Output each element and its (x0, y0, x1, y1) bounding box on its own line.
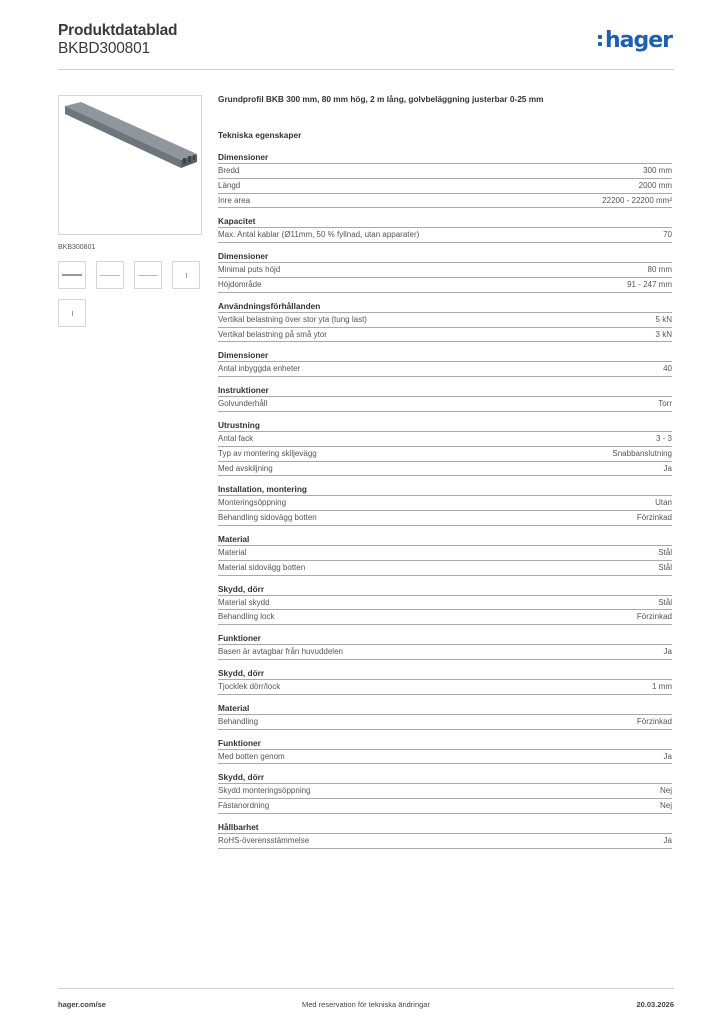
thumbnail-gallery (58, 261, 208, 327)
spec-label: Längd (218, 180, 241, 190)
document-title: Produktdatablad (58, 22, 178, 39)
footer-website-link[interactable]: hager.com/se (58, 1000, 106, 1009)
spec-section-title: Funktioner (218, 633, 672, 645)
spec-label: Vertikal belastning över stor yta (tung last) (218, 314, 367, 324)
spec-section (218, 668, 672, 695)
spec-value: 300 mm (643, 166, 672, 175)
spec-label: Med avskiljning (218, 463, 273, 473)
spec-label: Bredd (218, 166, 240, 175)
spec-section-title: Utrustning (218, 420, 672, 432)
footer-date: 20.03.2026 (636, 1000, 674, 1009)
spec-section (218, 822, 672, 849)
spec-value: 1 mm (652, 681, 672, 691)
spec-label: RoHS-överensstämmelse (218, 835, 310, 845)
logo-text: hager (604, 28, 672, 53)
spec-label: Material sidovägg botten (218, 562, 306, 572)
spec-row (218, 194, 672, 209)
spec-section-title: Användningsförhållanden (218, 301, 672, 313)
spec-section (218, 216, 672, 243)
spec-row (218, 362, 672, 377)
spec-row (218, 263, 672, 278)
spec-label: Behandling lock (218, 612, 275, 622)
product-image[interactable] (58, 95, 202, 235)
spec-row (218, 278, 672, 293)
spec-row (218, 328, 672, 343)
product-details (218, 94, 672, 849)
thumbnail[interactable] (96, 261, 124, 289)
spec-row (218, 680, 672, 695)
spec-row (218, 799, 672, 814)
spec-row (218, 462, 672, 477)
spec-row (218, 546, 672, 561)
spec-row (218, 750, 672, 765)
spec-value: Förzinkad (636, 612, 672, 622)
spec-value: Stål (658, 597, 672, 607)
thumbnail[interactable] (172, 261, 200, 289)
spec-section-title: Kapacitet (218, 216, 672, 228)
product-description: Grundprofil BKB 300 mm, 80 mm hög, 2 m lång, golvbeläggning justerbar 0-25 mm (218, 94, 544, 104)
spec-value: 22200 - 22200 mm² (602, 195, 672, 205)
spec-value: Nej (659, 801, 672, 811)
spec-section (218, 772, 672, 814)
spec-section-title: Dimensioner (218, 152, 672, 164)
spec-section-title: Dimensioner (218, 350, 672, 362)
spec-section (218, 420, 672, 476)
spec-label: Vertikal belastning på små ytor (218, 329, 327, 339)
spec-value: Ja (663, 751, 672, 761)
spec-value: 5 kN (655, 314, 672, 324)
spec-label: Material (218, 547, 247, 557)
spec-label: Med botten genom (218, 751, 285, 761)
spec-label: Antal fack (218, 433, 254, 443)
spec-value: 40 (663, 364, 672, 374)
spec-label: Behandling sidovägg botten (218, 513, 317, 523)
document-code: BKBD300801 (58, 40, 150, 57)
page-footer (58, 988, 674, 1012)
spec-section (218, 385, 672, 412)
spec-section-title: Skydd, dörr (218, 668, 672, 680)
spec-label: Max. Antal kablar (Ø11mm, 50 % fyllnad, utan apparater) (218, 230, 420, 240)
spec-section-title: Funktioner (218, 738, 672, 750)
hager-logo[interactable] (598, 28, 672, 53)
spec-section-title: Hållbarhet (218, 822, 672, 834)
spec-section (218, 584, 672, 626)
spec-value: 3 kN (655, 329, 672, 339)
spec-value: Stål (658, 562, 672, 572)
thumbnail[interactable] (58, 261, 86, 289)
spec-label: Typ av montering skiljevägg (218, 448, 317, 458)
spec-row (218, 511, 672, 526)
spec-row (218, 228, 672, 243)
technical-properties-heading: Tekniska egenskaper (218, 130, 302, 140)
spec-value: Förzinkad (636, 513, 672, 523)
spec-row (218, 645, 672, 660)
spec-label: Höjdområde (218, 279, 262, 289)
spec-row (218, 164, 672, 179)
spec-row (218, 834, 672, 849)
spec-row (218, 397, 672, 412)
spec-value: Snabbanslutning (612, 448, 672, 458)
spec-label: Antal inbyggda enheter (218, 364, 301, 374)
spec-value: 2000 mm (638, 180, 672, 190)
thumbnail[interactable] (58, 299, 86, 327)
spec-section (218, 152, 672, 208)
spec-section-title: Instruktioner (218, 385, 672, 397)
spec-row (218, 496, 672, 511)
spec-label: Basen är avtagbar från huvuddelen (218, 647, 343, 657)
spec-value: Utan (655, 498, 672, 508)
spec-section (218, 350, 672, 377)
spec-section (218, 484, 672, 526)
spec-row (218, 313, 672, 328)
spec-label: Behandling (218, 716, 259, 726)
page-header (58, 22, 674, 70)
spec-section-title: Installation, montering (218, 484, 672, 496)
spec-value: 80 mm (647, 265, 672, 275)
spec-section (218, 738, 672, 765)
spec-value: 91 - 247 mm (627, 279, 672, 289)
spec-section (218, 251, 672, 293)
logo-dots-icon (598, 35, 603, 49)
spec-row (218, 596, 672, 611)
spec-label: Fästanordning (218, 801, 270, 811)
spec-label: Monteringsöppning (218, 498, 287, 508)
spec-row (218, 179, 672, 194)
spec-row (218, 561, 672, 576)
spec-value: Stål (658, 547, 672, 557)
spec-value: 70 (663, 230, 672, 240)
spec-label: Golvunderhåll (218, 399, 268, 409)
spec-label: Tjocklek dörr/lock (218, 681, 281, 691)
spec-section-title: Material (218, 534, 672, 546)
spec-row (218, 432, 672, 447)
spec-value: 3 - 3 (655, 433, 672, 443)
spec-value: Ja (663, 463, 672, 473)
spec-row (218, 784, 672, 799)
spec-label: Minimal puts höjd (218, 265, 281, 275)
spec-section-title: Material (218, 703, 672, 715)
product-media (58, 95, 202, 327)
spec-section-title: Dimensioner (218, 251, 672, 263)
cable-duct-profile-icon (59, 96, 201, 234)
spec-sections (218, 152, 672, 849)
spec-section (218, 301, 672, 343)
spec-value: Förzinkad (636, 716, 672, 726)
spec-value: Ja (663, 835, 672, 845)
product-caption: BKB300801 (58, 244, 96, 251)
spec-section (218, 534, 672, 576)
spec-label: Skydd monteringsöppning (218, 786, 311, 796)
spec-label: Material skydd (218, 597, 270, 607)
spec-value: Ja (663, 647, 672, 657)
spec-value: Nej (659, 786, 672, 796)
spec-row (218, 447, 672, 462)
footer-disclaimer: Med reservation för tekniska ändringar (302, 1000, 430, 1009)
spec-section (218, 633, 672, 660)
spec-row (218, 715, 672, 730)
spec-section (218, 703, 672, 730)
spec-row (218, 610, 672, 625)
spec-label: Inre area (218, 195, 251, 205)
spec-section-title: Skydd, dörr (218, 772, 672, 784)
thumbnail[interactable] (134, 261, 162, 289)
spec-value: Torr (658, 399, 672, 409)
spec-section-title: Skydd, dörr (218, 584, 672, 596)
